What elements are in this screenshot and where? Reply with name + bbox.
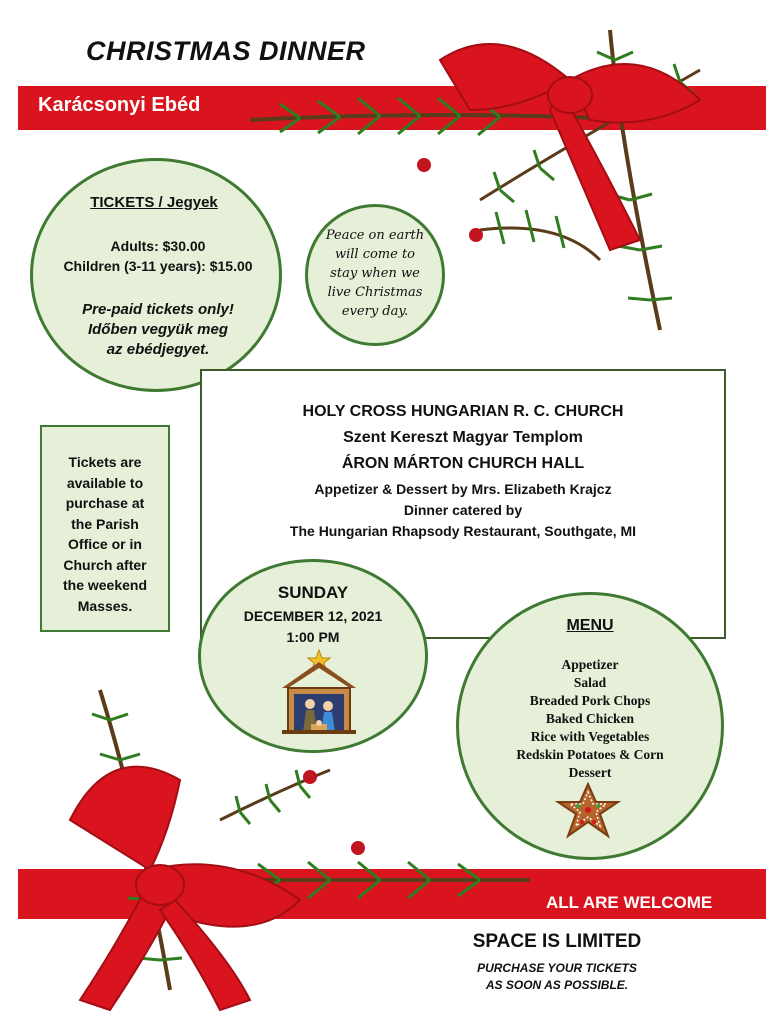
menu-heading: MENU [566, 617, 614, 634]
quote-line: Peace on earth [325, 228, 425, 243]
purchase-line-1: PURCHASE YOUR TICKETS [477, 961, 637, 975]
menu-item: Baked Chicken [545, 711, 635, 726]
catered-label: Dinner catered by [403, 502, 523, 518]
gingerbread-cookie-icon [554, 782, 622, 840]
menu-item: Rice with Vegetables [530, 729, 650, 744]
page-title: CHRISTMAS DINNER [86, 36, 366, 66]
red-bow-icon [440, 44, 700, 250]
church-hall: ÁRON MÁRTON CHURCH HALL [341, 455, 585, 472]
availability-line: the weekend [62, 577, 148, 593]
child-price: Children (3-11 years): $15.00 [63, 258, 253, 274]
appetizer-credit: Appetizer & Dessert by Mrs. Elizabeth Krajcz [314, 481, 612, 497]
purchase-line-2: AS SOON AS POSSIBLE. [485, 978, 629, 992]
menu-item: Redskin Potatoes & Corn [516, 747, 664, 762]
event-date: DECEMBER 12, 2021 [243, 608, 383, 624]
event-time: 1:00 PM [286, 629, 340, 645]
menu-item: Appetizer [561, 657, 619, 672]
quote-line: every day. [341, 304, 409, 319]
quote-line: live Christmas [327, 285, 423, 300]
menu-item: Salad [573, 675, 607, 690]
menu-item: Dessert [568, 765, 612, 780]
quote-line: stay when we [330, 266, 420, 281]
menu-item: Breaded Pork Chops [529, 693, 651, 708]
caterer: The Hungarian Rhapsody Restaurant, Southgate, MI [289, 523, 637, 539]
ticket-note-3: az ebédjegyet. [106, 341, 210, 358]
availability-text [44, 452, 166, 616]
church-name: HOLY CROSS HUNGARIAN R. C. CHURCH [302, 403, 624, 420]
availability-line: Masses. [77, 597, 133, 614]
ticket-note-2: Időben vegyük meg [87, 321, 229, 338]
nativity-icon [278, 648, 360, 736]
event-day: SUNDAY [277, 583, 349, 602]
availability-line: Office or in [68, 536, 142, 552]
quote-line: will come to [334, 247, 416, 262]
quote [318, 226, 432, 321]
adult-price: Adults: $30.00 [110, 238, 206, 254]
availability-line: Tickets are [68, 454, 142, 470]
ticket-note-1: Pre-paid tickets only! [82, 301, 234, 318]
availability-line: purchase at [65, 495, 145, 511]
availability-line: Church after [63, 556, 147, 573]
tickets-heading: TICKETS / Jegyek [90, 194, 218, 211]
welcome-text: ALL ARE WELCOME [546, 893, 713, 912]
page-subtitle: Karácsonyi Ebéd [38, 94, 201, 116]
availability-line: the Parish [71, 515, 139, 532]
space-limited: SPACE IS LIMITED [472, 931, 642, 952]
church-hungarian-name: Szent Kereszt Magyar Templom [343, 429, 583, 446]
availability-line: available to [66, 474, 144, 491]
